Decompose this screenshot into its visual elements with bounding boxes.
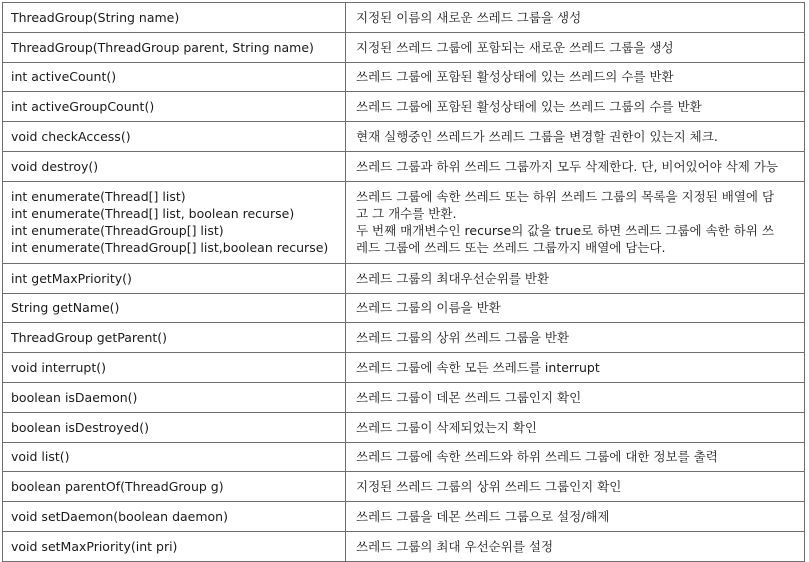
method-description: 쓰레드 그룹의 상위 쓰레드 그룹을 반환 — [356, 330, 570, 346]
method-signature: void interrupt() — [11, 360, 106, 376]
table-row — [3, 531, 805, 561]
method-signature: int enumerate(Thread[] list) — [11, 189, 186, 205]
table-row — [3, 151, 805, 181]
method-signature-cell — [3, 353, 346, 383]
method-signature-cell — [3, 442, 346, 472]
table-row — [3, 122, 805, 152]
method-signature-cell — [3, 62, 346, 92]
method-description: 쓰레드 그룹과 하위 쓰레드 그룹까지 모두 삭제한다. 단, 비어있어야 삭제 가능 — [356, 158, 779, 174]
method-signature: void checkAccess() — [11, 129, 131, 145]
table-row — [3, 3, 805, 33]
method-signature: ThreadGroup(String name) — [11, 9, 180, 25]
method-description-cell — [346, 32, 805, 62]
method-description: 지정된 이름의 새로운 쓰레드 그룹을 생성 — [356, 9, 582, 25]
method-description: 두 번째 매개변수인 recurse의 값을 true로 하면 쓰레드 그룹에 속한 하위 쓰 — [356, 223, 774, 239]
method-signature: int activeCount() — [11, 69, 117, 85]
table-row — [3, 472, 805, 502]
method-signature-cell — [3, 382, 346, 412]
method-signature: boolean isDaemon() — [11, 389, 138, 405]
method-signature-cell — [3, 3, 346, 33]
table-row — [3, 353, 805, 383]
method-signature-cell — [3, 122, 346, 152]
method-signature-cell — [3, 412, 346, 442]
method-signature-cell — [3, 293, 346, 323]
method-description: 고 그 개수를 반환. — [356, 206, 457, 222]
table-row — [3, 382, 805, 412]
method-signature-cell — [3, 263, 346, 293]
method-description-cell — [346, 181, 805, 263]
threadgroup-methods-table — [2, 2, 805, 562]
table-row — [3, 442, 805, 472]
method-description: 쓰레드 그룹에 포함된 활성상태에 있는 쓰레드 그룹의 수를 반환 — [356, 99, 702, 115]
method-description-cell — [346, 531, 805, 561]
method-signature-cell — [3, 531, 346, 561]
method-signature: int activeGroupCount() — [11, 99, 155, 115]
method-signature: int enumerate(ThreadGroup[] list,boolean recurse) — [11, 240, 329, 256]
method-signature: void list() — [11, 449, 70, 465]
table-row — [3, 32, 805, 62]
method-signature: int enumerate(Thread[] list, boolean recurse) — [11, 206, 295, 222]
method-description-cell — [346, 92, 805, 122]
method-description: 쓰레드 그룹의 이름을 반환 — [356, 300, 501, 316]
method-signature: ThreadGroup getParent() — [11, 330, 168, 346]
method-signature: ThreadGroup(ThreadGroup parent, String name) — [11, 39, 314, 55]
method-description-cell — [346, 151, 805, 181]
method-description-cell — [346, 62, 805, 92]
method-description: 쓰레드 그룹을 데몬 쓰레드 그룹으로 설정/해제 — [356, 509, 610, 525]
method-signature: void destroy() — [11, 158, 99, 174]
table-row — [3, 263, 805, 293]
method-signature: boolean parentOf(ThreadGroup g) — [11, 479, 224, 495]
method-description-cell — [346, 323, 805, 353]
method-signature-cell — [3, 472, 346, 502]
method-description-cell — [346, 263, 805, 293]
method-description: 쓰레드 그룹이 데몬 쓰레드 그룹인지 확인 — [356, 389, 582, 405]
method-description: 쓰레드 그룹에 속한 쓰레드와 하위 쓰레드 그룹에 대한 정보를 출력 — [356, 449, 718, 465]
method-signature-cell — [3, 32, 346, 62]
method-signature-cell — [3, 502, 346, 532]
table-row — [3, 502, 805, 532]
method-description: 지정된 쓰레드 그룹에 포함되는 새로운 쓰레드 그룹을 생성 — [356, 39, 674, 55]
table-row — [3, 62, 805, 92]
method-signature: void setMaxPriority(int pri) — [11, 538, 178, 554]
method-description: 쓰레드 그룹이 삭제되었는지 확인 — [356, 419, 537, 435]
method-description-cell — [346, 442, 805, 472]
method-description: 쓰레드 그룹에 포함된 활성상태에 있는 쓰레드의 수를 반환 — [356, 69, 674, 85]
table-body — [3, 3, 805, 562]
method-signature-cell — [3, 323, 346, 353]
method-signature: String getName() — [11, 300, 120, 316]
method-description-cell — [346, 412, 805, 442]
table-row — [3, 412, 805, 442]
method-description: 현재 실행중인 쓰레드가 쓰레드 그룹을 변경할 권한이 있는지 체크. — [356, 129, 718, 145]
method-description-cell — [346, 122, 805, 152]
method-description-cell — [346, 502, 805, 532]
method-description: 지정된 쓰레드 그룹의 상위 쓰레드 그룹인지 확인 — [356, 479, 622, 495]
method-signature: void setDaemon(boolean daemon) — [11, 509, 228, 525]
table-row — [3, 92, 805, 122]
method-description-cell — [346, 3, 805, 33]
table-row — [3, 323, 805, 353]
method-signature: int getMaxPriority() — [11, 270, 132, 286]
method-description: 쓰레드 그룹의 최대우선순위를 반환 — [356, 270, 550, 286]
method-description-cell — [346, 472, 805, 502]
method-description: 쓰레드 그룹에 속한 쓰레드 또는 하위 쓰레드 그룹의 목록을 지정된 배열에 담 — [356, 189, 775, 205]
method-description-cell — [346, 293, 805, 323]
table-row — [3, 293, 805, 323]
method-signature: boolean isDestroyed() — [11, 419, 149, 435]
method-signature-cell — [3, 92, 346, 122]
method-signature-cell — [3, 151, 346, 181]
method-description: 쓰레드 그룹에 속한 모든 쓰레드를 interrupt — [356, 360, 600, 376]
method-description: 쓰레드 그룹의 최대 우선순위를 설정 — [356, 538, 554, 554]
method-description-cell — [346, 382, 805, 412]
table-row — [3, 181, 805, 263]
method-description: 레드 그룹에 쓰레드 또는 쓰레드 그룹까지 배열에 담는다. — [356, 240, 666, 256]
method-description-cell — [346, 353, 805, 383]
method-signature-cell — [3, 181, 346, 263]
method-signature: int enumerate(ThreadGroup[] list) — [11, 223, 224, 239]
